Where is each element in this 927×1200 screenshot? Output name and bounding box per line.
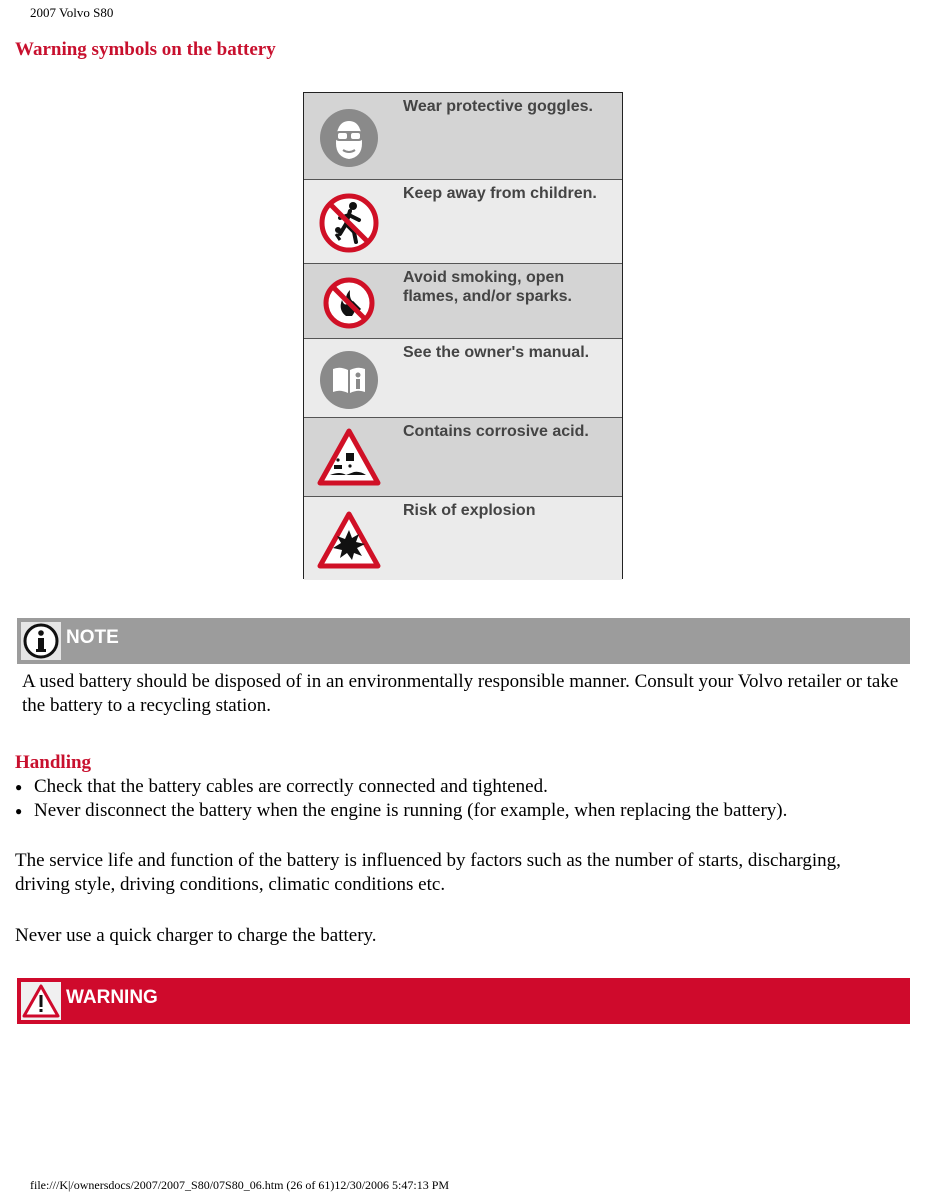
warning-banner bbox=[17, 978, 910, 1024]
symbol-label: Risk of explosion bbox=[403, 502, 536, 519]
battery-life-paragraph: The service life and function of the battery is influenced by factors such as the number of starts, discharging, driving style, driving conditions, climatic conditions etc. bbox=[15, 850, 841, 895]
section-title: Warning symbols on the battery bbox=[15, 39, 276, 60]
explosion-icon bbox=[316, 508, 382, 574]
symbol-label: Wear protective goggles. bbox=[403, 98, 593, 115]
symbol-row-children bbox=[304, 180, 622, 264]
symbol-row-manual bbox=[304, 339, 622, 418]
symbol-label: Contains corrosive acid. bbox=[403, 423, 589, 440]
no-children-icon bbox=[316, 190, 382, 256]
quick-charger-paragraph: Never use a quick charger to charge the battery. bbox=[15, 925, 377, 946]
symbol-label: Keep away from children. bbox=[403, 185, 597, 202]
symbol-row-acid bbox=[304, 418, 622, 497]
corrosive-acid-icon bbox=[316, 425, 382, 491]
symbol-label: See the owner's manual. bbox=[403, 344, 590, 361]
warning-symbols-table bbox=[303, 92, 623, 579]
note-label: NOTE bbox=[66, 627, 119, 648]
warning-triangle-icon bbox=[21, 982, 61, 1020]
file-path-footer: file:///K|/ownersdocs/2007/2007_S80/07S80_06.htm (26 of 61)12/30/2006 5:47:13 PM bbox=[30, 1178, 450, 1192]
note-banner bbox=[17, 618, 910, 664]
owners-manual-icon bbox=[316, 347, 382, 413]
note-text: A used battery should be disposed of in an environmentally responsible manner. Consult your Volvo retailer or take the battery to a recycling station. bbox=[22, 671, 899, 716]
symbol-row-explosion bbox=[304, 497, 622, 580]
list-item: ● Never disconnect the battery when the engine is running (for example, when replacing the battery). bbox=[15, 799, 787, 823]
no-flames-icon bbox=[316, 270, 382, 336]
warning-label: WARNING bbox=[66, 987, 158, 1008]
handling-heading: Handling bbox=[15, 752, 92, 773]
list-item: ● Check that the battery cables are correctly connected and tightened. bbox=[15, 775, 787, 799]
symbol-row-goggles bbox=[304, 93, 622, 180]
info-icon bbox=[21, 622, 61, 660]
symbol-label: Avoid smoking, open flames, and/or sparks. bbox=[403, 269, 572, 305]
document-header: 2007 Volvo S80 bbox=[30, 5, 114, 20]
handling-list bbox=[15, 775, 787, 823]
goggles-icon bbox=[316, 105, 382, 171]
symbol-row-flames bbox=[304, 264, 622, 339]
